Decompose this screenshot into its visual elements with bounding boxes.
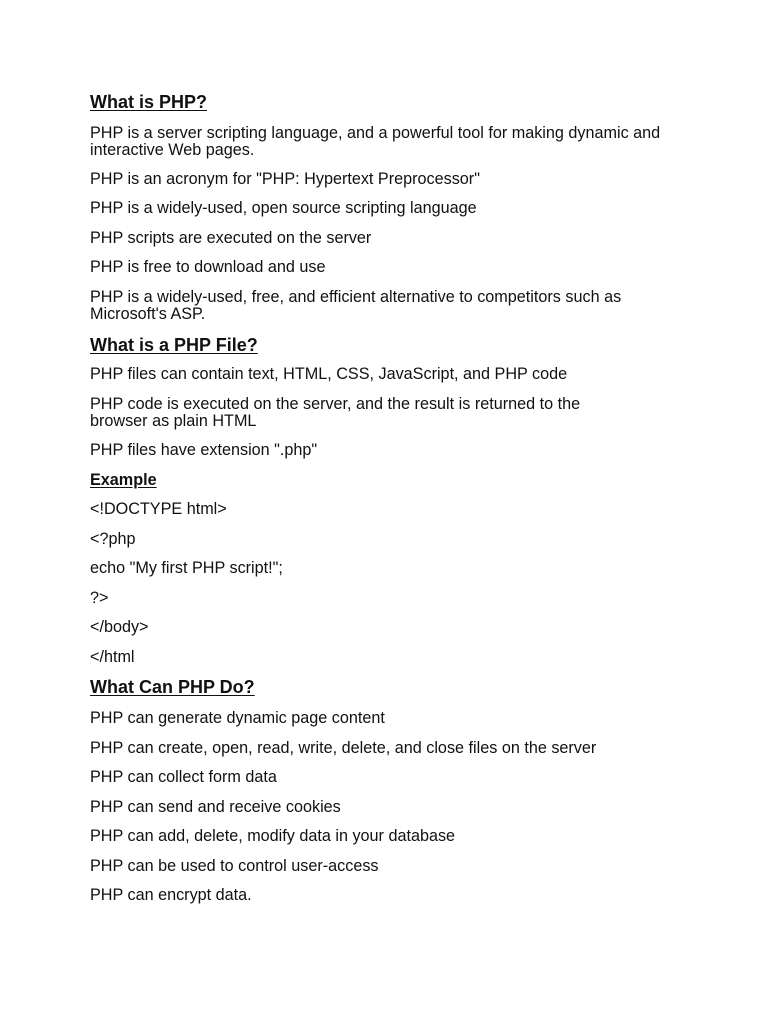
code-line: <?php <box>90 530 136 548</box>
paragraph: PHP is a server scripting language, and a powerful tool for making dynamic and interactive Web pages. <box>90 124 661 159</box>
code-line: </html <box>90 648 135 666</box>
heading-what-is-php: What is PHP? <box>90 92 208 112</box>
code-line: </body> <box>90 618 149 636</box>
list-item: PHP can collect form data <box>90 768 277 786</box>
list-item: PHP can encrypt data. <box>90 886 252 904</box>
list-item: PHP can add, delete, modify data in your database <box>90 827 456 845</box>
paragraph: PHP is a widely-used, free, and efficient alternative to competitors such as Microsoft's ASP. <box>90 288 622 323</box>
heading-what-is-a-php-file: What is a PHP File? <box>90 335 258 355</box>
heading-what-can-php-do: What Can PHP Do? <box>90 677 255 697</box>
list-item: PHP can be used to control user-access <box>90 857 379 875</box>
paragraph: PHP is an acronym for "PHP: Hypertext Preprocessor" <box>90 170 480 188</box>
code-line: ?> <box>90 589 109 607</box>
code-line: <!DOCTYPE html> <box>90 500 227 518</box>
paragraph: PHP is a widely-used, open source scripting language <box>90 199 477 217</box>
list-item: PHP can send and receive cookies <box>90 798 341 816</box>
paragraph: PHP files have extension ".php" <box>90 441 318 459</box>
paragraph: PHP is free to download and use <box>90 258 326 276</box>
paragraph: PHP code is executed on the server, and the result is returned to the browser as plain HTML <box>90 395 581 430</box>
list-item: PHP can create, open, read, write, delete, and close files on the server <box>90 739 597 757</box>
paragraph: PHP files can contain text, HTML, CSS, JavaScript, and PHP code <box>90 365 568 383</box>
paragraph: PHP scripts are executed on the server <box>90 229 372 247</box>
list-item: PHP can generate dynamic page content <box>90 709 385 727</box>
heading-example: Example <box>90 471 157 489</box>
code-line: echo "My first PHP script!"; <box>90 559 283 577</box>
